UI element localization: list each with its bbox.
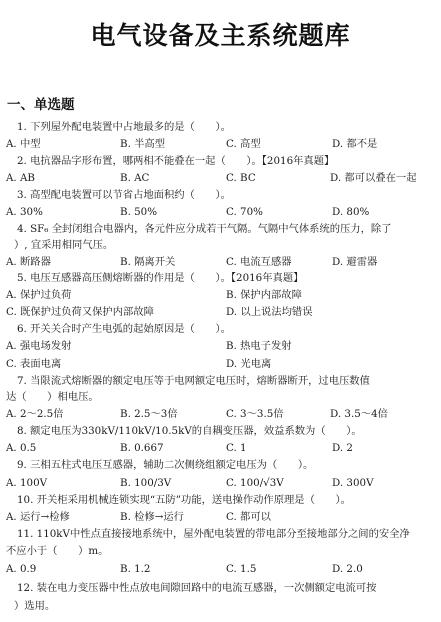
question-5-stem: 5. 电压互感器高压侧熔断器的作用是（ ）。【2016年真题】 — [17, 272, 304, 284]
question-8-option-b: B. 0.667 — [120, 442, 164, 454]
question-7-option-d: D. 3.5～4倍 — [330, 408, 388, 420]
question-1-option-d: D. 都不是 — [332, 138, 378, 150]
question-2-option-a: A. AB — [6, 172, 35, 184]
question-12-stem-line-1: 12. 装在电力变压器中性点放电间隙回路中的电流互感器，一次侧额定电流可按 — [17, 582, 377, 594]
section-heading: 一、单选题 — [7, 97, 75, 113]
question-12-stem-line-2: ）选用。 — [14, 600, 56, 612]
question-11-stem-line-1: 11. 110kV中性点直接接地系统中，屋外配电装置的带电部分至接地部分之间的安全净 — [17, 528, 410, 540]
question-5-option-c: C. 既保护过负荷又保护内部故障 — [6, 306, 154, 318]
question-2-option-d: D. 都可以叠在一起 — [330, 172, 417, 184]
question-3-option-c: C. 70% — [226, 206, 263, 218]
question-5-option-b: B. 保护内部故障 — [226, 289, 302, 301]
question-1-option-b: B. 半高型 — [120, 138, 166, 150]
question-9-option-c: C. 100/√3V — [226, 477, 284, 489]
question-7-stem-line-2: 达（ ）相电压。 — [6, 391, 99, 403]
question-5-option-a: A. 保护过负荷 — [6, 289, 72, 301]
question-6-stem: 6. 开关关合时产生电弧的起始原因是（ ）。 — [17, 323, 231, 335]
question-9-option-d: D. 300V — [332, 477, 374, 489]
question-8-option-a: A. 0.5 — [6, 442, 37, 454]
question-8-option-d: D. 2 — [332, 442, 353, 454]
question-11-option-b: B. 1.2 — [120, 563, 151, 575]
question-10-option-b: B. 检修→运行 — [120, 511, 184, 523]
question-11-option-c: C. 1.5 — [226, 563, 257, 575]
question-11-option-a: A. 0.9 — [6, 563, 37, 575]
question-3-option-d: D. 80% — [332, 206, 370, 218]
question-9-option-a: A. 100V — [6, 477, 48, 489]
question-4-option-b: B. 隔离开关 — [120, 256, 176, 268]
question-6-option-d: D. 光电离 — [226, 358, 272, 370]
question-9-option-b: B. 100/3V — [120, 477, 172, 489]
question-9-stem: 9. 三相五柱式电压互感器，辅助二次侧绕组额定电压为（ ）。 — [17, 459, 314, 471]
page-title: 电气设备及主系统题库 — [90, 21, 351, 50]
question-1-option-c: C. 高型 — [226, 138, 261, 150]
question-8-option-c: C. 1 — [226, 442, 247, 454]
question-4-option-a: A. 断路器 — [6, 256, 51, 268]
question-5-option-d: D. 以上说法均错误 — [226, 306, 313, 318]
question-6-option-b: B. 热电子发射 — [226, 340, 292, 352]
question-6-option-c: C. 表面电离 — [6, 358, 62, 370]
question-10-stem: 10. 开关柜采用机械连锁实现“五防”功能，送电操作动作原理是（ ）。 — [17, 494, 351, 506]
question-8-stem: 8. 额定电压为330kV/110kV/10.5kV的自耦变压器，效益系数为（ ）。 — [17, 425, 362, 437]
question-3-stem: 3. 高型配电装置可以节省占地面积约（ ）。 — [17, 189, 231, 201]
question-7-option-c: C. 3～3.5倍 — [226, 408, 284, 420]
question-7-stem-line-1: 7. 当限流式熔断器的额定电压等于电网额定电压时，熔断器断开，过电压数值 — [17, 375, 370, 387]
question-7-option-a: A. 2～2.5倍 — [6, 408, 64, 420]
question-3-option-a: A. 30% — [6, 206, 43, 218]
question-4-stem-line-1: 4. SF₆ 全封闭组合电器内，各元件应分成若干气隔。气隔中气体系统的压力，除了 — [17, 223, 392, 235]
question-7-option-b: B. 2.5～3倍 — [120, 408, 178, 420]
question-4-option-c: C. 电流互感器 — [226, 256, 292, 268]
question-6-option-a: A. 强电场发射 — [6, 340, 72, 352]
question-10-option-a: A. 运行→检修 — [6, 511, 70, 523]
question-11-option-d: D. 2.0 — [332, 563, 363, 575]
question-1-option-a: A. 中型 — [6, 138, 41, 150]
question-4-option-d: D. 避雷器 — [332, 256, 378, 268]
question-11-stem-line-2: 不应小于（ ）m。 — [6, 545, 109, 557]
question-10-option-c: C. 都可以 — [226, 511, 271, 523]
question-3-option-b: B. 50% — [120, 206, 157, 218]
question-2-option-b: B. AC — [120, 172, 150, 184]
question-1-stem: 1. 下列屋外配电装置中占地最多的是（ ）。 — [17, 121, 231, 133]
question-4-stem-line-2: ）, 宜采用相同气压。 — [14, 239, 114, 251]
question-2-option-c: C. BC — [226, 172, 256, 184]
question-2-stem: 2. 电抗器品字形布置，哪两相不能叠在一起（ ）。【2016年真题】 — [17, 155, 335, 167]
